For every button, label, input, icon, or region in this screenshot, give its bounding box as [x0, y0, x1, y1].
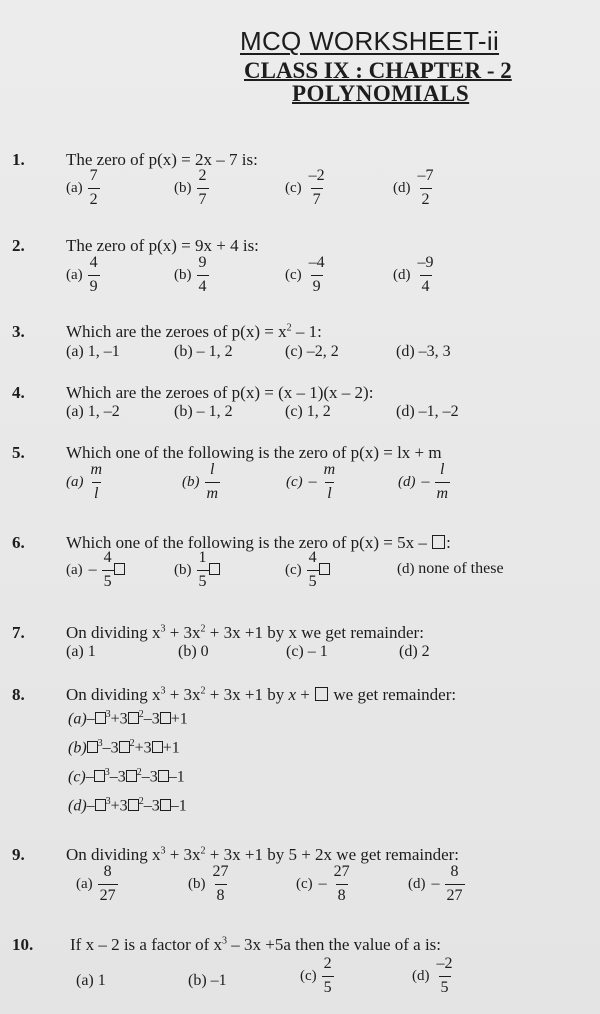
option-d: (d) 2: [399, 643, 430, 660]
option-d: (d)– $^3$+3 $^2$–3 –1: [68, 796, 187, 815]
option-c: (c) 1, 2: [285, 403, 331, 420]
placeholder-box: [95, 799, 106, 811]
question-number: 5.: [12, 443, 25, 462]
option-d: (d) $\frac{-2}{5}$: [412, 955, 453, 996]
option-c: (c) $\frac{4}{5}$: [285, 550, 330, 591]
question-text: On dividing $x^3 + 3x^2 + 3x +1$ by x + we get remainder:: [66, 685, 457, 704]
placeholder-box: [319, 563, 330, 575]
placeholder-box: [119, 741, 130, 753]
question-text: The zero of p(x) = 9x + 4 is:: [66, 236, 259, 255]
option-b: (b) –1: [188, 972, 227, 989]
question-text: The zero of p(x) = 2x – 7 is:: [66, 150, 258, 169]
option-c: (c)– $^3$–3 $^2$–3 –1: [68, 767, 185, 786]
placeholder-box: [87, 741, 98, 753]
question-text: Which one of the following is the zero of p(x) = lx + m: [66, 443, 442, 462]
worksheet-title: MCQ WORKSHEET-ii: [240, 26, 500, 56]
question-text: On dividing $x^3 + 3x^2 + 3x +1$ by 5 + 2x we get remainder:: [66, 845, 460, 864]
placeholder-box: [160, 712, 171, 724]
placeholder-box: [209, 563, 220, 575]
question-number: 9.: [12, 845, 25, 864]
option-c: (c) $\frac{-4}{9}$: [285, 254, 325, 295]
option-d: (d) $\frac{-9}{4}$: [393, 254, 434, 295]
placeholder-box: [315, 687, 328, 701]
option-d: (d) none of these: [397, 560, 504, 577]
placeholder-box: [128, 799, 139, 811]
option-c: (c) – 1: [286, 643, 328, 660]
option-c: (c) –2, 2: [285, 343, 339, 360]
placeholder-box: [158, 770, 169, 782]
option-d: (d) $\frac{-7}{2}$: [393, 167, 434, 208]
question-text: If x – 2 is a factor of $x^3 - 3x +5a$ then the value of a is:: [70, 935, 442, 954]
option-b: (b) – 1, 2: [174, 403, 233, 420]
placeholder-box: [152, 741, 163, 753]
question-text: Which are the zeroes of p(x) = (x – 1)(x – 2):: [66, 383, 374, 402]
option-b: (b) $\frac{9}{4}$: [174, 254, 207, 295]
option-a: (a) $\frac{8}{27}$: [76, 863, 116, 904]
option-d: (d) – $\frac{l}{m}$: [398, 461, 449, 502]
option-a: (a) $\frac{7}{2}$: [66, 167, 98, 208]
option-a: (a) 1: [66, 643, 96, 660]
option-b: (b) $^3$–3 $^2$+3 +1: [68, 738, 180, 757]
option-a: (a) 1: [76, 972, 106, 989]
question-number: 10.: [12, 935, 34, 954]
option-a: (a) $\frac{m}{l}$: [66, 461, 103, 502]
option-b: (b) $\frac{l}{m}$: [182, 461, 219, 502]
placeholder-box: [160, 799, 171, 811]
question-number: 4.: [12, 383, 25, 402]
question-text: Which are the zeroes of $p(x) = x^2 - 1$:: [66, 322, 322, 341]
option-b: (b) $\frac{27}{8}$: [188, 863, 229, 904]
option-c: (c) – $\frac{27}{8}$: [296, 863, 350, 904]
question-number: 2.: [12, 236, 25, 255]
placeholder-box: [126, 770, 137, 782]
topic-heading: POLYNOMIALS: [292, 81, 470, 106]
option-a: (a) 1, –1: [66, 343, 120, 360]
placeholder-box: [114, 563, 125, 575]
class-chapter-heading: CLASS IX : CHAPTER - 2: [244, 58, 512, 83]
option-a: (a) 1, –2: [66, 403, 120, 420]
question-number: 1.: [12, 150, 25, 169]
option-b: (b) $\frac{1}{5}$: [174, 550, 220, 591]
option-b: (b) $\frac{2}{7}$: [174, 167, 207, 208]
placeholder-box: [128, 712, 139, 724]
option-b: (b) – 1, 2: [174, 343, 233, 360]
option-d: (d) –3, 3: [396, 343, 451, 360]
option-d: (d) –1, –2: [396, 403, 459, 420]
option-c: (c) $\frac{2}{5}$: [300, 955, 332, 996]
option-b: (b) 0: [178, 643, 209, 660]
option-c: (c) – $\frac{m}{l}$: [286, 461, 336, 502]
placeholder-box: [95, 712, 106, 724]
question-number: 7.: [12, 623, 25, 642]
question-number: 8.: [12, 685, 25, 704]
question-text: On dividing $x^3 + 3x^2 + 3x +1$ by x we get remainder:: [66, 623, 424, 642]
option-a: (a)– $^3$+3 $^2$–3 +1: [68, 709, 188, 728]
question-text: Which one of the following is the zero of p(x) = 5x – :: [66, 533, 451, 552]
question-number: 6.: [12, 533, 25, 552]
placeholder-box: [94, 770, 105, 782]
placeholder-box: [432, 535, 445, 549]
question-number: 3.: [12, 322, 25, 341]
option-d: (d) – $\frac{8}{27}$: [408, 863, 463, 904]
option-a: (a) – $\frac{4}{5}$: [66, 550, 125, 591]
option-c: (c) $\frac{-2}{7}$: [285, 167, 325, 208]
option-a: (a) $\frac{4}{9}$: [66, 254, 98, 295]
